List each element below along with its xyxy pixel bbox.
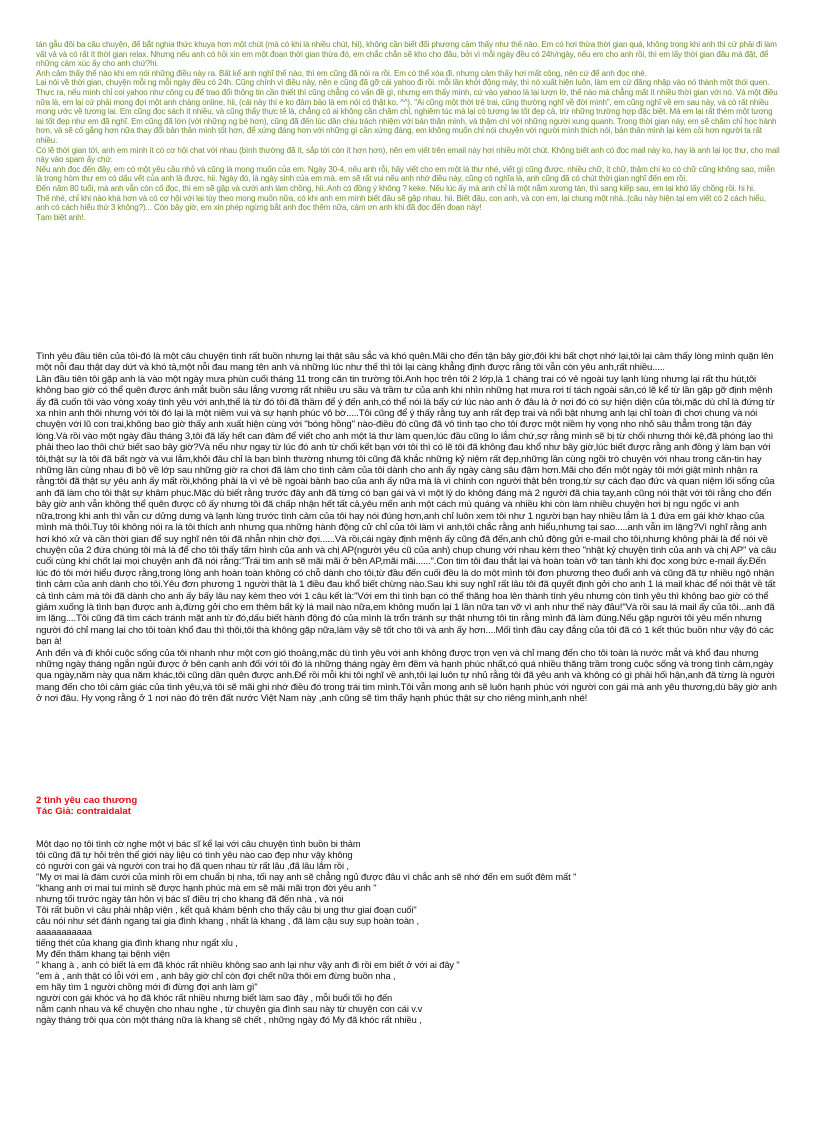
story-paragraph: Lần đầu tiên tôi gặp anh là vào một ngày mưa phùn cuối tháng 11 trong căn tin trường tôi.Anh học trên tôi 2 lớp,là 1 chàng trai có vẻ ngoài tuy lạnh lùng nhưng lại rất thu hút,tôi không bao giờ có thể quên được ánh mắt buồn sâu lắng vương rất nhiều ưu sầu và trầm tư của anh khi nhìn những hạt mưa rơi tí tách ngoài sân,có lẽ kể từ lần gặp gỡ định mệnh ấy đã cuốn tôi vào vòng xoáy tình yêu với anh,thế là từ đó tôi đã thầm để ý đến anh,có thể nói là bấy cứ lúc nào anh ở đâu là ở nơi đó có sự hiện diện của tôi,mặc dù chỉ là đứng từ xa nhìn anh thôi nhưng với tôi đó lại là một niềm vui và sự hạnh phúc vô bờ.....Tôi cũng để ý thấy rằng tuy anh rất đẹp trai và nổi bật nhưng anh lại chỉ toàn đi chơi chung và nói chuyện với lũ con trai,không bao giờ thấy anh xuất hiện cùng với "bóng hồng" nào-điều đó cũng đã vô tình tạo cho tôi được một niềm hy vọng nho nhỏ sâu thẳm trong tận đáy lòng.Và rồi vào một ngày đầu tháng 3,tôi đã lấy hết can đảm để viết cho anh một lá thư làm quen,lúc đầu cũng lo lắm chứ,sợ rằng mình sẽ bị từ chối nhưng thôi kệ,đã phóng lao thì phải theo lao thôi chứ biết sao bây giờ?Và nếu như ngay từ lúc đó anh từ chối kết bạn với tôi thì có lẽ tôi đã không đau khổ như bây giờ,lúc biết được rằng anh đồng ý làm bạn với tôi,thật sự là tôi đã bất ngờ và vui lắm,khỏi đâu chỉ là bạn bình thường nhưng tôi cũng đã khắc những kỷ niệm rất đẹp,những lần cùng ngồi trò chuyện với nhau trong căn-tin hay những lần cùng nhau đi bộ về lớp sau những giờ ra chơi đã làm cho tình cảm của tôi dành cho anh ấy ngày càng sâu đậm hơn.Mãi cho đến một ngày tôi mới giật mình nhận ra rằng:tôi đã thật sự yêu anh ấy mất rồi,không phải là vì vẻ bề ngoài bảnh bao của anh ấy nữa mà là vì chính con người thật bên trong,từ sự cách đạo đức và quan niệm lối sống của anh đã làm cho tôi thật sự khâm phục.Mặc dù biết rằng trước đây anh đã từng có bạn gái và vì một lý do không đáng mà 2 người đã chia tay,anh cũng nói thật với tôi rằng cho đến bây giờ anh vẫn không thể quên được cô ấy nhưng tôi đã chấp nhận hết tất cả,yêu mến anh một cách mù quáng và nhiều khi còn làm nhiều chuyện hơi bị ngu ngốc vì anh nữa,trong khi anh thì vẫn cư dửng dưng và lạnh lùng trước tình cảm của tôi hay nói đúng hơn,anh chỉ luôn xem tôi như 1 người bạn hay nhiều lắm là 1 đứa em gái khờ khạo của mình mà thôi.Tuy tôi không nói ra là tôi thích anh nhưng qua những hành động cử chỉ của tôi làm vì anh,tôi chắc rằng anh hiểu,nhưng tại sao.....anh vẫn im lặng?Vì nghĩ rằng anh hơi khó xử và cần thời gian để suy nghĩ nên tôi đã nhẫn nhịn chờ đợi......Và rồi,cái ngày định mệnh ấy cũng đã đến,anh chủ động gửi e-mail cho tôi,nhưng không phải là để nói về chuyện của 2 đứa chúng tôi mà là để cho tôi thấy tấm hình của anh và chị AP(người yêu cũ của anh) chụp chung với nhau kèm theo "nhật ký chuyện tình của anh và chị AP" và câu cuối cùng khi chốt lại mọi chuyện anh đã nói rằng:"Trái tim anh sẽ mãi mãi ở bên AP,mãi mãi......".Con tim tôi đau thắt lại và hoàn toàn vỡ tan tành khi đọc xong bức e-mail ấy.Đến lúc đó tôi mới hiểu được rằng,trong lòng anh hoàn toàn không có chỗ dành cho tôi,từ đầu đến cuối đều là do một mình tôi đơn phương theo đuổi anh và cũng đã tự nhiều ngộ nhận tình cảm của anh dành cho tôi.Yêu đơn phương 1 người thật là 1 điều đau khổ biết chừng nào.Sau khi suy nghĩ rất lâu tôi đã quyết định gởi cho anh 1 lá mail khác để nói thật về tất cả tình cảm mà tôi đã dành cho anh ấy bấy lâu nay kèm theo với 1 câu kết là:"Với em thì tình bạn có thể thăng hoa lên thành tình yêu nhưng còn tình yêu thì không bao giờ có thể giảm xuống là tình bạn được anh à,đừng gởi cho em thêm bất kỳ lá mail nào nữa,em không muốn lại 1 lần nữa tan vỡ vì anh như thế này đâu!"Và rồi sau lá mail ấy của tôi...anh đã im lặng....Tôi cũng đã tìm cách tránh mặt anh từ đó,dấu biết hành động đó của mình là trốn tránh sự thật nhưng tôi tin rằng mình đã làm đúng.Nếu gặp người tôi yêu mến nhưng người đó chỉ mang lại cho tôi toàn khổ đau thì thôi,tôi thà không gặp nữa,làm vậy sẽ tốt cho tôi và anh ấy hơn....Mối tình đầu cay đắng của tôi đã có 1 kết thúc buồn như vậy đó các bạn à! (36, 373, 777, 648)
poem-line: " khang à , anh có biết là em đã khóc rất nhiều không sao anh lại như vậy anh đi rồi em biết ở với ai đây " (36, 960, 460, 971)
green-paragraph: Nếu anh đọc đến đây, em có một yêu cầu nhỏ và cũng là mong muốn của em. Ngày 30-4, nếu anh rỗi, hãy viết cho em một lá thư nhé, viết gì cũng được, nhiều chữ, ít chữ, thậm chí ko có chữ cũng không sao, miễn là trong hòm thư em có dấu vết của anh là được, hii. Ngày đó, là ngày sinh của em mà. em sẽ rất vui nếu anh nhớ điều này, cũng có nghĩa là, anh cũng đã có chút thời gian nghĩ đến em rồi. (36, 164, 775, 184)
poem-line: aaaaaaaaaaa (36, 927, 92, 938)
poem-line: nằm cạnh nhau và kể chuyện cho nhau nghe , từ chuyện gia đình sau này từ chuyện con cái v.v (36, 1004, 423, 1015)
poem-line: "khang anh ơi mai tui mình sẽ được hạnh phúc mà em sẽ mãi mãi trọn đời yêu anh " (36, 883, 377, 894)
poem-line: tiếng thét của khang gia đình khang như ngất xỉu , (36, 938, 238, 949)
poem-line: người con gái khóc và họ đã khóc rất nhiều nhưng biết làm sao đây , mỗi buổi tối họ đến (36, 993, 393, 1004)
poem-line: em hãy tìm 1 người chồng mới đi đừng đợi anh làm gì" (36, 982, 258, 993)
green-paragraph: tán gẫu đôi ba câu chuyện, để bắt nghia thức khuya hơn một chút (mà có khi là nhiều chút, hii), không cần biết đối phương cảm thấy như thế nào. Em có hơi thừa thời gian quá, không trong khi anh thì cứ phải đi làm vất vả và có rất ít thời gian relax. Nhưng nếu anh có hỏi xin em một đoạn thời gian thừa đó, em chắc chắn sẽ kho cho đâu, bởi vì mỗi ngày đều có 24h/ngày, nếu em cho anh rồi, thì em lấy thời gian đâu mà đặt, để những cảm xúc ấy cho anh chứ?hi. (36, 40, 777, 69)
green-paragraph: Lại nói về thời gian, chuyện mỗi ng mỗi ngày đều có 24h. Cũng chính vì điều này, nên e cũng đã gỡ cái yahoo đi rồi. mỗi lần khởi động máy, thì nó xuất hiện luôn, làm em cứ đăng nhập vào nó thành một thói quen. Thực ra, nếu mình chỉ coi yahoo như công cụ để trao đổi thông tin cần thiết thì cũng chẳng có vấn đề gì, nhưng em thấy mình, cứ vào yahoo là lại lượn lờ, thế nào mà chẳng mất ít nhiều thời gian với nó. Và một điều nữa là, em lại cứ phải mong đợi một anh chàng online, hii, (cái này thì e ko đảm bảo là em nói có thật ko, ^^). "Ai cũng một thời trẻ trai, cũng thường nghĩ về đời mình", em cũng nghĩ về em sau này, và có rất nhiều mong ước về tương lai. Em cũng đọc sách ít nhiều, và cũng thấy thực tế là, chẳng có ai không cần chăm chỉ, nghiêm túc mà lại có tương lai tốt đẹp cả, trừ những trường hợp đặc biệt. Mà em lại rất thèm một tương lai tốt đẹp như em đã nghĩ. Em cũng đã lớn (với những ng bé hơn), cũng đã đến lúc dần chịu trách nhiệm với bản thân mình, và thậm chí với những người xung quanh. Trong thời gian này, em sẽ chăm chỉ học hành hơn, và sẽ cố gắng hơn nữa thay đổi bản thân mình tốt hơn, để xứng đáng hơn với những gì cần xứng đáng, em không muốn chỉ nói chuyện với người mình thích nói, bản thân mình lại kém cỏi hơn người ta rất nhiều. (36, 78, 778, 145)
green-paragraph: Đến năm 80 tuổi, mà anh vẫn còn cố đọc, thì em sẽ gặp và cưới anh làm chồng, hii. Anh có đồng ý không ? keke. Nếu lúc ấy mà anh chỉ là một nắm xương tàn, thì sang kiếp sau, em lại khó lấy chồng rồi. hi hi. (36, 183, 755, 193)
green-paragraph: Thế nhé, chỉ khi nào khá hơn và có cơ hội với lại tùy theo mong muốn nữa, có khi anh em mình biết đâu sẽ gặp nhau. hii. Biết đâu, con anh, và con em, lại chung một nhà..(câu này hiện tại em viết có 2 cách hiểu, anh có cách hiểu thứ 3 không?)... Còn bây giờ, em xin phép ngừng bắt anh đọc thêm nữa, cảm ơn anh khi đã đọc đến đoạn này! (36, 193, 766, 213)
story-two-title: 2 tình yêu cao thương (36, 795, 138, 806)
story-paragraph: Tình yêu đầu tiên của tôi-đó là một câu chuyện tình rất buồn nhưng lại thật sâu sắc và khó quên.Mãi cho đến tận bây giờ,đôi khi bất chợt nhớ lại,tôi lại cảm thấy lòng mình quặn lên một nỗi đau thật day dứt và khó tả,một nỗi đau mang tên anh và những lúc như thế thì tôi lại càng khẳng định được rằng tôi vẫn còn yêu anh,rất nhiều..... (36, 351, 774, 374)
poem-line: "em à , anh thật có lỗi với em , anh bây giờ chỉ còn đợi chết nữa thôi em đừng buồn nha , (36, 971, 396, 982)
poem-line: câu nói như sét đánh ngang tai gia đình khang , nhất là khang , đã làm cậu suy sụp hoàn toàn , (36, 916, 419, 927)
poem-line: nhưng tối trước ngày tân hôn vị bác sĩ điều trị cho khang đã đến nhà , và nói (36, 894, 344, 905)
poem-line: Tôi rất buồn vì câu phải nhập viện , kết quả khám bệnh cho thấy cậu bị ung thư giai đoạn cuối" (36, 905, 417, 916)
story-paragraph: Anh đến và đi khỏi cuộc sống của tôi nhanh như một cơn gió thoảng,mặc dù tình yêu với anh không được trọn vẹn và chỉ mang đến cho tôi toàn là nước mắt và khổ đau nhưng những ngày tháng ngắn ngủi được ở bên cạnh anh đối với tôi đó là những tháng ngày êm đềm và hạnh phúc nhất,có quá nhiều thăng trầm trong cuộc sống và trong tình cảm,ngày qua ngày,năm này qua năm khác,tôi cũng dần quên được anh.Để rồi mỗi khi tôi nghĩ về anh,tôi lại luôn tự nhủ rằng tôi đã yêu anh và không có gì phải hối hận,anh đã từng là người mang đến cho tôi cảm giác của tình yêu,và tôi sẽ mãi ghi nhớ điều đó trong trái tim mình.Tôi vẫn mong anh sẽ luôn hạnh phúc với người con gái mà anh yêu thương,dù bây giờ anh ở nơi đâu. Hy vọng rằng ở 1 nơi nào đó trên đất nước Việt Nam này ,anh cũng sẽ tìm thấy hạnh phúc thật sự cho riêng mình,anh nhé! (36, 647, 777, 705)
green-paragraph: Anh cảm thấy thế nào khi em nói những điều này ra. Bất kể anh nghĩ thế nào, thì em cũng đã nói ra rồi. Em có thể xóa đi, nhưng cảm thấy hơi mất công, nên cứ để anh đọc nhé. (36, 68, 647, 78)
green-letter-block (36, 40, 780, 222)
green-paragraph: Tạm biệt anh!. (36, 212, 86, 222)
poem-line: ngày tháng trôi qua còn một tháng nữa là khang sẽ chết , những ngày đó My đã khóc rất nhiều , (36, 1015, 422, 1026)
poem-line: Một dạo nọ tôi tình cờ nghe một vị bác sĩ kể lại với câu chuyện tình buồn bi thảm (36, 839, 361, 849)
story-two-heading (36, 795, 636, 818)
poem-line: tôi cũng đã tự hỏi trên thế giới này liệu có tình yêu nào cao đẹp như vậy không (36, 850, 353, 861)
story-two-author: Tác Giả: contraidalat (36, 806, 131, 818)
poem-line: My đến thăm khang tại bệnh viện (36, 949, 170, 960)
story-one-body (36, 351, 780, 705)
poem-line: "My ơi mai là đám cưới của mình rồi em chuẩn bị nha, tối nay anh sẽ chẳng ngủ được đâu vì chắc anh sẽ nhớ đến em suốt đêm mất " (36, 872, 577, 883)
story-two-body (36, 839, 756, 1026)
poem-line: có người con gái và người con trai họ đã quen nhau từ rất lâu ,đã lâu lắm rồi , (36, 861, 349, 872)
green-paragraph: Có lẽ thời gian tới, anh em mình ít có cơ hội chat với nhau (bình thường đã ít, sắp tới còn ít hơn hơn), nên em viết trên email này hơi nhiều một chút. Không biết anh có đọc mail này ko, hay là anh lại lọc thư, cho mail này vào spam ấy chứ. (36, 145, 780, 165)
